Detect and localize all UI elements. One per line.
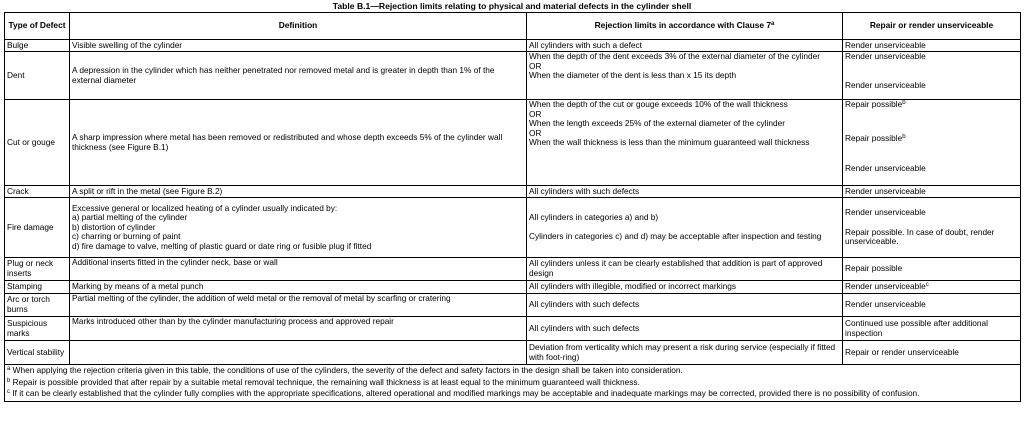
cell-limits: All cylinders with such defects	[527, 294, 843, 317]
cell-limits: When the depth of the cut or gouge exceeds 10% of the wall thickness OR When the length exceeds 25% of the external diameter of the cylinder OR When the wall thickness is less than the minimum guaranteed wall thickness	[527, 100, 843, 186]
footnotes-row	[5, 365, 1021, 402]
cell-repair: Render unserviceable	[843, 294, 1021, 317]
cell-type: Fire damage	[5, 198, 70, 258]
cell-type: Vertical stability	[5, 341, 70, 365]
header-limits: Rejection limits in accordance with Clause 7$^a$	[527, 13, 843, 40]
footnote-c: $^c$ If it can be clearly established that the cylinder fully complies with the appropriate specifications, altered operational and modified markings may be acceptable and inadequate markings may be corrected, provided there is no possibility of confusion.	[7, 388, 920, 399]
cell-limits: All cylinders with such defects	[527, 317, 843, 341]
cell-definition: Excessive general or localized heating of a cylinder usually indicated by: a) partial melting of the cylinder b) distortion of cylinder c) charring or burning of paint d) fire damage to valve, melting of plastic guard or date ring or fusible plug if fitted	[70, 198, 527, 258]
cell-limits: When the depth of the dent exceeds 3% of the external diameter of the cylinder OR When the diameter of the dent is less than x 15 its depth	[527, 52, 843, 100]
cell-definition: Additional inserts fitted in the cylinder neck, base or wall	[70, 258, 527, 281]
cell-limits: All cylinders with such a defect	[527, 40, 843, 52]
header-row	[5, 13, 1021, 40]
footnotes	[5, 365, 1021, 402]
cell-definition: Marking by means of a metal punch	[70, 281, 527, 294]
table-row	[5, 341, 1021, 365]
cell-repair: Render unserviceable Render unserviceable	[843, 52, 1021, 100]
cell-repair: Render unserviceable$^c$	[843, 281, 1021, 294]
cell-repair: Continued use possible after additional inspection	[843, 317, 1021, 341]
table-caption: Table B.1—Rejection limits relating to physical and material defects in the cylinder shell	[332, 1, 692, 11]
header-type: Type of Defect	[5, 13, 70, 40]
table-row	[5, 40, 1021, 52]
cell-type: Arc or torch burns	[5, 294, 70, 317]
cell-definition: A depression in the cylinder which has neither penetrated nor removed metal and is greater in depth than 1% of the external diameter	[70, 52, 527, 100]
cell-definition	[70, 341, 527, 365]
cell-type: Plug or neck inserts	[5, 258, 70, 281]
rejection-limits-table	[4, 12, 1021, 402]
cell-type: Crack	[5, 186, 70, 198]
cell-limits: All cylinders in categories a) and b) Cylinders in categories c) and d) may be acceptable after inspection and testing	[527, 198, 843, 258]
cell-limits: All cylinders unless it can be clearly established that addition is part of approved design	[527, 258, 843, 281]
cell-repair: Repair possible	[843, 258, 1021, 281]
cell-repair: Repair possible$^b$ Repair possible$^b$ Render unserviceable	[843, 100, 1021, 186]
cell-repair: Repair or render unserviceable	[843, 341, 1021, 365]
cell-type: Bulge	[5, 40, 70, 52]
cell-definition: A sharp impression where metal has been removed or redistributed and whose depth exceeds 5% of the cylinder wall thickness (see Figure B.1)	[70, 100, 527, 186]
cell-limits: All cylinders with illegible, modified or incorrect markings	[527, 281, 843, 294]
footnote-b: $^b$ Repair is possible provided that after repair by a suitable metal removal technique, the remaining wall thickness is at least equal to the minimum guaranteed wall thickness.	[7, 376, 640, 387]
table-row	[5, 317, 1021, 341]
table-row	[5, 198, 1021, 258]
cell-type: Dent	[5, 52, 70, 100]
table-row	[5, 281, 1021, 294]
header-repair: Repair or render unserviceable	[843, 13, 1021, 40]
cell-definition: A split or rift in the metal (see Figure B.2)	[70, 186, 527, 198]
table-row	[5, 100, 1021, 186]
cell-type: Suspicious marks	[5, 317, 70, 341]
header-definition: Definition	[70, 13, 527, 40]
cell-type: Stamping	[5, 281, 70, 294]
cell-limits: All cylinders with such defects	[527, 186, 843, 198]
table-row	[5, 52, 1021, 100]
cell-definition: Marks introduced other than by the cylinder manufacturing process and approved repair	[70, 317, 527, 341]
cell-definition: Partial melting of the cylinder, the addition of weld metal or the removal of metal by scarfing or cratering	[70, 294, 527, 317]
footnote-a: $^a$ When applying the rejection criteria given in this table, the conditions of use of the cylinders, the severity of the defect and safety factors in the design shall be taken into consideration.	[7, 365, 683, 375]
cell-repair: Render unserviceable	[843, 40, 1021, 52]
table-row	[5, 258, 1021, 281]
cell-type: Cut or gouge	[5, 100, 70, 186]
table-row	[5, 294, 1021, 317]
cell-repair: Render unserviceable	[843, 186, 1021, 198]
cell-definition: Visible swelling of the cylinder	[70, 40, 527, 52]
cell-repair: Render unserviceable Repair possible. In case of doubt, render unserviceable.	[843, 198, 1021, 258]
table-row	[5, 186, 1021, 198]
cell-limits: Deviation from verticality which may present a risk during service (especially if fitted with foot-ring)	[527, 341, 843, 365]
